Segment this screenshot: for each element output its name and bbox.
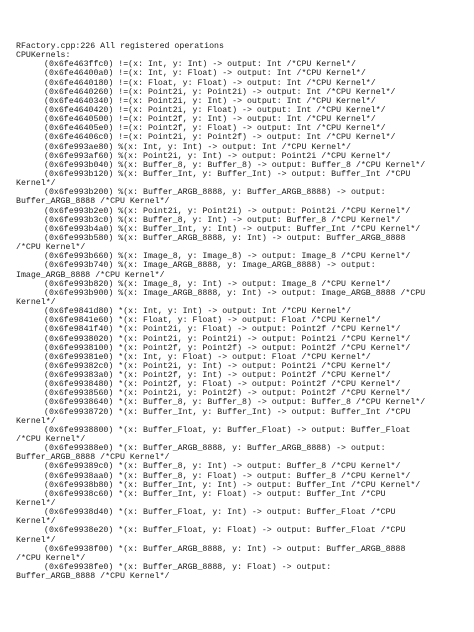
kernel-entry-line: (0x6fe46400a0) !=(x: Int, y: Float) -> output: Int /*CPU Kernel*/ xyxy=(44,69,366,79)
kernel-entry-line: (0x6fe993b4a0) %(x: Buffer_Int, y: Int) -> output: Buffer_Int /*CPU Kernel*/ xyxy=(44,224,421,234)
kernel-entry-line: (0x6fe4640260) !=(x: Point2i, y: Point2i) -> output: Int /*CPU Kernel*/ xyxy=(44,87,396,97)
kernel-entry-line: (0x6fe46406c0) !=(x: Point2i, y: Point2f) -> output: Int /*CPU Kernel*/ xyxy=(44,133,396,143)
kernel-entry-line: (0x6fe9938720) *(x: Buffer_Int, y: Buffer_Int) -> output: Buffer_Int /*CPU xyxy=(44,407,411,417)
kernel-entry-line: (0x6fe993b040) %(x: Buffer_8, y: Buffer_8) -> output: Buffer_8 /*CPU Kernel*/ xyxy=(44,160,426,170)
kernel-entry-line: (0x6fe9938640) *(x: Buffer_8, y: Buffer_8) -> output: Buffer_8 /*CPU Kernel*/ xyxy=(44,398,426,408)
kernel-entry-line: (0x6fe4640180) !=(x: Float, y: Float) -> output: Int /*CPU Kernel*/ xyxy=(44,78,376,88)
kernel-list xyxy=(16,60,466,581)
kernel-entry-continuation: Kernel*/ xyxy=(16,179,56,189)
kernel-entry-continuation: Kernel*/ xyxy=(16,535,56,545)
kernel-entry-line: (0x6fe99382c0) *(x: Point2i, y: Int) -> output: Point2i /*CPU Kernel*/ xyxy=(44,361,391,371)
kernel-entry-continuation: Buffer_ARGB_8888 /*CPU Kernel*/ xyxy=(16,453,170,463)
kernel-entry-line: (0x6fe993b660) %(x: Image_8, y: Image_8) -> output: Image_8 /*CPU Kernel*/ xyxy=(44,252,411,262)
section-heading: CPUKernels: xyxy=(16,51,71,61)
kernel-entry-line: (0x6fe993b2e0) %(x: Point2i, y: Point2i) -> output: Point2i /*CPU Kernel*/ xyxy=(44,206,411,216)
kernel-entry-line: (0x6fe993b580) %(x: Buffer_ARGB_8888, y: Int) -> output: Buffer_ARGB_8888 xyxy=(44,233,406,243)
kernel-entry-line: (0x6fe993b900) %(x: Image_ARGB_8888, y: Int) -> output: Image_ARGB_8888 /*CPU xyxy=(44,288,426,298)
kernel-entry-continuation: Kernel*/ xyxy=(16,416,56,426)
kernel-entry-line: (0x6fe993ae80) %(x: Int, y: Int) -> output: Int /*CPU Kernel*/ xyxy=(44,142,351,152)
kernel-entry-line: (0x6fe9938100) *(x: Point2f, y: Point2f) -> output: Point2f /*CPU Kernel*/ xyxy=(44,343,411,353)
kernel-entry-continuation: /*CPU Kernel*/ xyxy=(16,243,86,253)
kernel-entry-line: (0x6fe993b120) %(x: Buffer_Int, y: Buffer_Int) -> output: Buffer_Int /*CPU xyxy=(44,169,411,179)
kernel-entry-line: (0x6fe9841d80) *(x: Int, y: Int) -> output: Int /*CPU Kernel*/ xyxy=(44,307,351,317)
kernel-entry-line: (0x6fe993b200) %(x: Buffer_ARGB_8888, y: Buffer_ARGB_8888) -> output: xyxy=(44,188,386,198)
kernel-entry-line: (0x6fe9938b80) *(x: Buffer_Int, y: Int) -> output: Buffer_Int /*CPU Kernel*/ xyxy=(44,480,421,490)
kernel-entry-line: (0x6fe99381e0) *(x: Int, y: Float) -> output: Float /*CPU Kernel*/ xyxy=(44,352,371,362)
kernel-entry-continuation: Buffer_ARGB_8888 /*CPU Kernel*/ xyxy=(16,197,170,207)
kernel-entry-continuation: Image_ARGB_8888 /*CPU Kernel*/ xyxy=(16,270,165,280)
document-header: RFactory.cpp:226 All registered operations xyxy=(16,42,224,51)
kernel-entry-continuation: /*CPU Kernel*/ xyxy=(16,435,86,445)
kernel-entry-line: (0x6fe4640500) !=(x: Point2f, y: Int) -> output: Int /*CPU Kernel*/ xyxy=(44,115,376,125)
kernel-entry-line: (0x6fe9938c60) *(x: Buffer_Int, y: Float) -> output: Buffer_Int /*CPU xyxy=(44,489,386,499)
kernel-entry-line: (0x6fe993b740) %(x: Image_ARGB_8888, y: Image_ARGB_8888) -> output: xyxy=(44,261,376,271)
kernel-entry-line: (0x6fe463ffc0) !=(x: Int, y: Int) -> output: Int /*CPU Kernel*/ xyxy=(44,60,356,70)
kernel-entry-line: (0x6fe9938480) *(x: Point2f, y: Float) -> output: Point2f /*CPU Kernel*/ xyxy=(44,380,401,390)
kernel-entry-continuation: Kernel*/ xyxy=(16,499,56,509)
kernel-entry-line: (0x6fe9938aa0) *(x: Buffer_8, y: Float) -> output: Buffer_8 /*CPU Kernel*/ xyxy=(44,471,411,481)
kernel-entry-continuation: Buffer_ARGB_8888 /*CPU Kernel*/ xyxy=(16,572,170,582)
kernel-entry-line: (0x6fe9841f40) *(x: Point2i, y: Float) -> output: Point2f /*CPU Kernel*/ xyxy=(44,325,401,335)
kernel-entry-line: (0x6fe9938800) *(x: Buffer_Float, y: Buffer_Float) -> output: Buffer_Float xyxy=(44,425,411,435)
kernel-entry-line: (0x6fe9938e20) *(x: Buffer_Float, y: Float) -> output: Buffer_Float /*CPU xyxy=(44,526,406,536)
kernel-entry-line: (0x6fe99383a0) *(x: Point2f, y: Int) -> output: Point2f /*CPU Kernel*/ xyxy=(44,371,391,381)
kernel-entry-line: (0x6fe9841e60) *(x: Float, y: Float) -> output: Float /*CPU Kernel*/ xyxy=(44,316,381,326)
kernel-entry-line: (0x6fe9938d40) *(x: Buffer_Float, y: Int) -> output: Buffer_Float /*CPU xyxy=(44,508,396,518)
kernel-entry-line: (0x6fe9938560) *(x: Point2i, y: Point2f) -> output: Point2f /*CPU Kernel*/ xyxy=(44,389,411,399)
kernel-entry-line: (0x6fe99388e0) *(x: Buffer_ARGB_8888, y: Buffer_ARGB_8888) -> output: xyxy=(44,444,386,454)
kernel-entry-continuation: /*CPU Kernel*/ xyxy=(16,553,86,563)
kernel-entry-continuation: Kernel*/ xyxy=(16,517,56,527)
kernel-entry-line: (0x6fe993af60) %(x: Point2i, y: Int) -> output: Point2i /*CPU Kernel*/ xyxy=(44,151,391,161)
kernel-entry-line: (0x6fe993b820) %(x: Image_8, y: Int) -> output: Image_8 /*CPU Kernel*/ xyxy=(44,279,391,289)
kernel-entry-line: (0x6fe4640340) !=(x: Point2i, y: Int) -> output: Int /*CPU Kernel*/ xyxy=(44,96,376,106)
kernel-entry-line: (0x6fe99389c0) *(x: Buffer_8, y: Int) -> output: Buffer_8 /*CPU Kernel*/ xyxy=(44,462,401,472)
kernel-entry-line: (0x6fe46405e0) !=(x: Point2f, y: Float) -> output: Int /*CPU Kernel*/ xyxy=(44,124,386,134)
kernel-entry-line: (0x6fe9938f00) *(x: Buffer_ARGB_8888, y: Int) -> output: Buffer_ARGB_8888 xyxy=(44,544,406,554)
kernel-entry-line: (0x6fe9938020) *(x: Point2i, y: Point2i) -> output: Point2i /*CPU Kernel*/ xyxy=(44,334,411,344)
kernel-entry-continuation: Kernel*/ xyxy=(16,297,56,307)
kernel-entry-line: (0x6fe993b3c0) %(x: Buffer_8, y: Int) -> output: Buffer_8 /*CPU Kernel*/ xyxy=(44,215,401,225)
kernel-entry-line: (0x6fe4640420) !=(x: Point2i, y: Float) -> output: Int /*CPU Kernel*/ xyxy=(44,105,386,115)
kernel-entry-line: (0x6fe9938fe0) *(x: Buffer_ARGB_8888, y: Float) -> output: xyxy=(44,563,332,573)
